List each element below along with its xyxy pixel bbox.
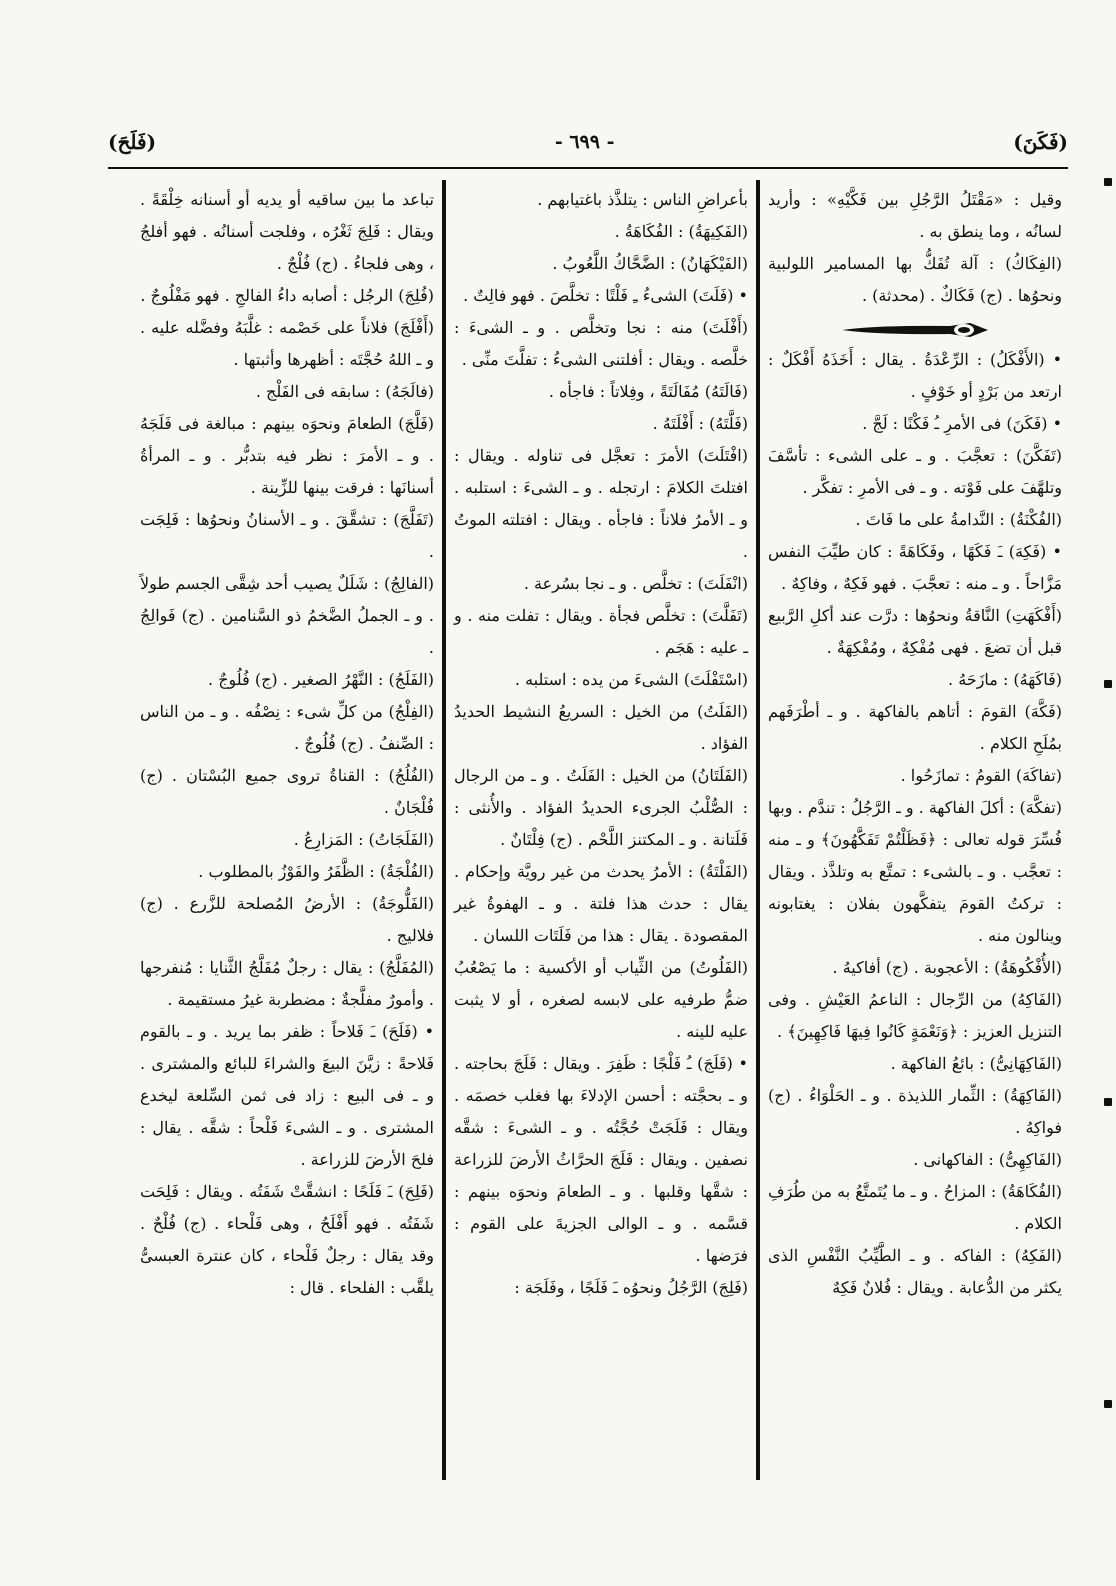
entry: (الفالِجُ) : شَلَلٌ يصيب أحد شِقَّى الجسم طولاً . و ـ الجملُ الضَّخمُ ذو السَّنامين . (ج) فَوالِجُ . [140,574,434,657]
page-header [108,122,1068,162]
margin-mark [1104,680,1112,688]
column-divider [442,180,446,1480]
entry: (أَفْلَجَ) فلاناً على خَصْمه : غلَّبَهُ وفضَّله عليه . و ـ اللهُ حُجَّتَه : أظهرها وأثبتها . [140,318,434,369]
entry: (الفُلُجُ) : القناةُ تروى جميع البُسْتان . (ج) فُلْجَانٌ . [140,766,434,817]
entry: (فُلِجَ) الرجُل : أصابه داءُ الفالجِ . فهو مَفْلُوجٌ . [140,286,434,305]
header-rule [108,167,1068,169]
column-left [132,180,442,1480]
entry: (الفَلَتُ) من الخيل : السريعُ النشيط الحديدُ الفؤاد . [454,702,748,753]
entry: (تَفَلَّتَ) : تخلَّص فجأة . ويقال : تفلت منه . و ـ عليه : هَجَم . [454,606,748,657]
entry: (تفاكَهَ) القومُ : تمازَحُوا . [900,766,1062,785]
entry: (فَلَّجَ) الطعامَ ونحوَه بينهم : مبالغة فى فَلَجَهُ . و ـ الأمرَ : نظر فيه بتدبُّر . و ـ المرأةُ أسنانَها : فرقت بينها للزِّينة . [140,414,434,497]
entry: (تَفَلَّجَ) : تشقَّقَ . و ـ الأسنانُ ونحوُها : فَلِجَت . [140,510,434,561]
entry: (فَلِجَ) الرَّجُلُ ونحوُه ـَ فَلَجًا ، وفَلَجَة : [514,1278,748,1297]
entry: (الفَيْكَهَانُ) : الضَّحَّاكُ اللَّعُوبُ . [552,254,748,273]
entry: (الفَكِهُ) : الفاكه . و ـ الطَّيِّبُ النَّفْسِ الذى يكثر من الدُّعابة . ويقال : فُلانٌ فَكِهٌ [768,1246,1062,1297]
margin-mark [1104,1400,1112,1408]
entry: (الفَلُّوجَةُ) : الأرضُ المُصلحة للزَّرع . (ج) فلاليج . [140,894,434,945]
entry: (فَلِحَ) ـَ فَلَحًا : انشقَّتْ شَفَتُه . ويقال : فَلِحَت شَفَتُه . فهو أَفْلَحُ ، وهى فَلْحاء . (ج) فُلْحٌ . وقد يقال : رجلٌ فَلْحاء ، كان عنترة العبسىُّ يلقَّب : الفلحاء . قال : [140,1182,434,1297]
entry: • (فَلَحَ) ـَ فَلاحاً : ظفر بما يريد . و ـ بالقوم فَلاحةً : زيَّنَ البيعَ والشراءَ للبائع والمشترى . و ـ فى البيع : زاد فى ثمن السِّلعة ليخدع المشترى . و ـ الشىءَ فَلْحاً : شقَّه . يقال : فلحَ الأرضَ للزراعة . [140,1022,434,1169]
entry: • (فَلَجَ) ـُ فَلْجًا : ظَفِرَ . ويقال : فَلَجَ بحاجته . و ـ بحجَّته : أحسن الإدلاءَ بها فغلب خصمَه . ويقال : فَلَجَتْ حُجَّتُه . و ـ الشىءَ : شقَّه نصفين . ويقال : فَلَجَ الحرَّاثُ الأرضَ للزراعة : شقَّها وقلبها . و ـ الطعامَ ونحوَه بينهم : قسَّمه . و ـ الوالى الجزيةَ على القوم : فرَضها . [454,1054,748,1265]
entry: (أَفْكَهَتِ) النَّاقةُ ونحوُها : درَّت عند أكلِ الرَّبيع قبل أن تضعَ . فهى مُفْكِهٌ ، ومُفْكِهَةٌ . [768,606,1062,657]
column-middle [446,180,756,1480]
entry: (الفُكْنَةُ) : النَّدامةُ على ما فَاتَ . [855,510,1062,529]
entry: (فالَجَهُ) : سابقه فى الفَلْج . [255,382,434,401]
entry: (فَكَّهَ) القومَ : أتاهم بالفاكهة . و ـ أطْرَفَهم بمُلَحِ الكلام . [768,702,1062,753]
entry: (تَفَكَّنَ) : تعجَّبَ . و ـ على الشىء : تأسَّفَ وتلهَّفَ على فَوْته . و ـ فى الأمرِ : تفكَّر . [768,446,1062,497]
page-number: - ٦٩٩ - [554,131,615,153]
entry: (الأُفْكُوهَةُ) : الأعجوبة . (ج) أفاكيهُ . [832,958,1062,977]
column-right [760,180,1070,1480]
section-divider-ornament [840,320,990,340]
header-last-word: (فَلَحَ) [108,130,157,154]
entry: (الفَكِيهَةُ) : الفُكَاهَةُ . [614,222,748,241]
entry: • (فَكِهَ) ـَ فَكَهًا ، وفَكَاهَةً : كان طيِّبَ النفس مَزَّاحاً . و ـ منه : تعجَّبَ . فهو فَكِهٌ ، وفاكِهٌ . [768,542,1062,593]
entry: (تفكَّهَ) : أكلَ الفاكهة . و ـ الرَّجُلُ : تندَّم . وبها فُسِّرَ قوله تعالى : ﴿فَظَلْتُمْ تَفَكَّهُونَ﴾ و ـ منه : تعجَّب . و ـ بالشىء : تمتَّع به وتلذَّذ . ويقال : تركتُ القومَ يتفكَّهون بفلان : يغتابونه وينالون منه . [768,798,1062,945]
dictionary-columns [108,180,1070,1480]
entry: وقيل : «مَقْتَلُ الرَّجُلِ بين فَكَّيْهِ» : وأريد لسانُه ، وما ينطق به . [768,190,1062,241]
entry: (الفَاكِهَانِىُّ) : بائعُ الفاكهة . [890,1054,1062,1073]
entry: (فَالَتَهُ) مُفَالَتَةً ، وفِلاتاً : فاجأه . [548,382,748,401]
entry: (الفَاكِهَةُ) : الثِّمار اللذيذة . و ـ الحَلْوَاءُ . (ج) فواكِهُ . [768,1086,1062,1137]
entry: (الفَلْتَةُ) : الأمرُ يحدث من غير رويَّة وإحكام . يقال : حدث هذا فلتة . و ـ الهفوةُ غير المقصودة . يقال : هذا من فَلَتَات اللسان . [454,862,748,945]
entry: بأعراضِ الناس : يتلذَّذ باغتيابهم . [537,190,748,209]
margin-mark [1104,1098,1112,1106]
entry: تباعد ما بين ساقيه أو يديه أو أسنانه خِلْقَةً . ويقال : فَلِجَ ثَغْرُه ، وفلجت أسنانُه . فهو أفلجُ ، وهى فلجاءُ . (ج) فُلْجٌ . [140,190,434,273]
entry: (الفَلَجَاتُ) : المَزارِعُ . [293,830,434,849]
entry: • (الأَفْكَلُ) : الرِّعْدَةُ . يقال : أَخَذَهُ أَفْكَلٌ : ارتعد من بَرْدٍ أو خَوْفٍ . [768,350,1062,401]
entry: (الفَاكِهُ) من الرِّجال : الناعمُ العَيْشِ . وفى التنزيل العزيز : ﴿وَنَعْمَةٍ كَانُوا فِيهَا فَاكِهِينَ﴾ . [768,990,1062,1041]
entry: (الفِكَاكُ) : آلة تُفَكُّ بها المسامير اللولبية ونحوُها . (ج) فَكَاكٌ . (محدثة) . [768,254,1062,305]
entry: (الفَلَجُ) : النَّهْرُ الصغير . (ج) فُلُوجٌ . [208,670,434,689]
entry: (الفَاكِهِىُّ) : الفاكهانى . [913,1150,1062,1169]
entry: (فَاكَهَهُ) : مازَحَهُ . [948,670,1062,689]
header-first-word: (فَكَنَ) [1013,130,1068,154]
entry: (افْتَلَتَ) الأمرَ : تعجَّل فى تناوله . ويقال : افتلتَ الكلامَ : ارتجله . و ـ الشىءَ : استلبه . و ـ الأمرُ فلاناً : فاجأه . ويقال : افتلته الموتُ . [454,446,748,561]
column-divider [756,180,760,1480]
margin-mark [1104,178,1112,186]
entry: • (فَلَتَ) الشىءُ ـِ فَلْتًا : تخلَّصَ . فهو فالِتٌ . [463,286,748,305]
entry: (الفَلُوتُ) من الثِّياب أو الأكسية : ما يَصْعُبُ ضمُّ طرفيه على لابسه لصغره ، أو لا يثبت عليه للينه . [454,958,748,1041]
entry: (الفِلْجُ) من كلِّ شىء : نِصْفُه . و ـ من الناس : الصِّنفُ . (ج) فُلُوجٌ . [140,702,434,753]
entry: (أَفْلَتَ) منه : نجا وتخلَّص . و ـ الشىءَ : خلَّصه . ويقال : أفلتنى الشىءُ : تفلَّتَ منِّى . [454,318,748,369]
entry: (الفُلْجَةُ) : الظَّفَرُ والفَوْزُ بالمطلوب . [198,862,434,881]
entry: (المُفَلَّجُ) : يقال : رجلٌ مُفَلَّجُ الثَّنايا : مُنفرجها . وأمورٌ مفلَّجةٌ : مضطربة غيرُ مستقيمة . [140,958,434,1009]
entry: (الفَلَتَانُ) من الخيل : الفَلَتُ . و ـ من الرجال : الصُّلْبُ الجرىء الحديدُ الفؤاد . والأُنثى : فَلَتانة . و ـ المكتنز اللَّحْم . (ج) فِلْتَانٌ . [454,766,748,849]
entry: (الفُكَاهَةُ) : المزاحُ . و ـ ما يُتَمتَّعُ به من طُرَفِ الكلام . [768,1182,1062,1233]
entry: (فَلَّتَهُ) : أَفْلَتَهُ . [652,414,748,433]
entry: • (فَكَنَ) فى الأمرِ ـُ فَكْنًا : لَجَّ . [862,414,1062,433]
entry: (انْفَلَتَ) : تخلَّص . و ـ نجا بسُرعة . [523,574,748,593]
entry: (اسْتَفْلَتَ) الشىءَ من يده : استلبه . [514,670,748,689]
